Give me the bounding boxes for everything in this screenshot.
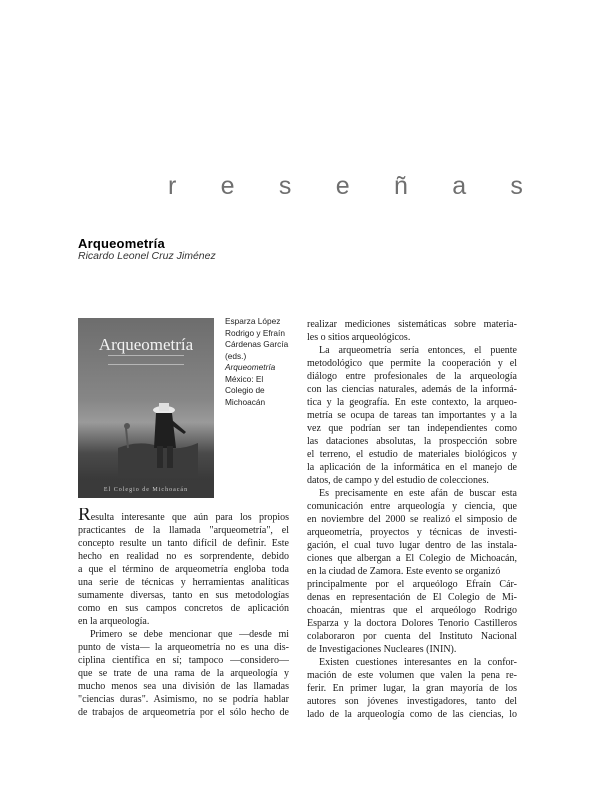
review-title: Arqueometría	[78, 236, 165, 251]
cover-figure-illustration	[118, 388, 198, 478]
body-column-right	[307, 318, 517, 721]
text-line: en la arqueología.	[78, 616, 150, 627]
text-line: de Investigaciones Nucleares (ININ).	[307, 644, 457, 655]
section-title-letter: s	[278, 172, 292, 200]
bibliographic-reference	[225, 316, 289, 408]
text-line: metodológico que permite la cooperación y el	[307, 358, 517, 369]
section-title-letter: r	[168, 172, 177, 200]
text-line	[78, 508, 289, 524]
bibliography-line: Rodrigo y Efraín	[225, 327, 285, 338]
text-line: mación de este volumen que valen la pena re-	[307, 670, 517, 681]
text-line: autores son jóvenes investigadores, tanto del	[307, 696, 517, 707]
text-line: de trabajos de arqueometría por el sólo hecho de	[78, 707, 289, 718]
body-column-left	[78, 508, 289, 719]
text-line: "ciencias duras". Asimismo, no se podría hablar	[78, 694, 289, 705]
text-line: Esparza y la doctora Dolores Tenorio Castilleros	[307, 618, 517, 629]
bibliography-line: Colegio de	[225, 385, 265, 395]
text-line: hecho en realidad no es sorprendente, debido	[78, 551, 289, 562]
bibliography-line: (eds.)	[225, 350, 247, 361]
bibliography-line: Esparza López	[225, 316, 281, 326]
text-line: como en sus campos concretos de aplicación	[78, 603, 289, 614]
section-title-letter: a	[452, 172, 467, 200]
section-title-letter: e	[335, 172, 350, 200]
bibliography-line: Cárdenas García	[225, 339, 289, 349]
text-line: comunicación entre arqueología y ciencia, que	[307, 501, 517, 512]
text-line: Existen cuestiones interesantes en la confor-	[319, 657, 517, 668]
text-line: con las ciencias naturales, además de la informá-	[307, 384, 517, 395]
bibliography-line: Arqueometría	[225, 362, 276, 372]
text-line: tica y la geografía. En este contexto, la arqueo-	[307, 397, 517, 408]
text-line: ferir. En primer lugar, la gran mayoría de los	[307, 683, 517, 694]
bibliography-line: México: El	[225, 373, 264, 384]
text-line: diálogo entre profesionales de la arqueología	[307, 371, 517, 382]
text-line: mucho menos sea una división de las llamadas	[78, 681, 289, 692]
text-line: sumamente diversas, tanto en sus metodologías	[78, 590, 289, 601]
text-line: les o sitios arqueológicos.	[307, 332, 411, 343]
bibliography-line: Michoacán	[225, 396, 266, 407]
book-cover-title: Arqueometría	[98, 335, 194, 354]
text-line: practicantes de la llamada "arqueometría", el	[78, 525, 289, 536]
section-title-letter: e	[220, 172, 235, 200]
text-line: metría se ocupa de tareas tan importantes y a la	[307, 410, 517, 421]
book-cover-footer: El Colegio de Michoacán	[103, 487, 189, 493]
text-line: principalmente por el arqueólogo Efraín Cár-	[307, 579, 517, 590]
review-author: Ricardo Leonel Cruz Jiménez	[78, 250, 216, 262]
drop-cap: R	[78, 508, 91, 524]
text-line: la aplicación de la informática en el manejo de	[307, 462, 517, 473]
text-line: denas en representación de El Colegio de Mi-	[307, 592, 517, 603]
text-line: Primero se debe mencionar que —desde mi	[90, 629, 289, 640]
text-line: concepto resulte un tanto difícil de definir. Este	[78, 538, 289, 549]
text-line-content: esulta interesante que aún para los propios	[90, 512, 289, 523]
text-line: una serie de técnicas y herramientas analíticas	[78, 577, 289, 588]
text-line: ciones que albergan a El Colegio de Michoacán,	[307, 553, 517, 564]
text-line: choacán, mientras que el arqueólogo Rodrigo	[307, 605, 517, 616]
text-line: gación, el cual tuvo lugar dentro de las instala-	[307, 540, 517, 551]
text-line: ciplina científica en sí; tampoco —considero—	[78, 655, 289, 666]
text-line: en la ciudad de Zamora. Este evento se organizó	[307, 566, 501, 577]
text-line: colaboraron por cuenta del Instituto Nacional	[307, 631, 517, 642]
text-line: a que el término de arqueometría engloba toda	[78, 564, 289, 575]
text-line: en noviembre del 2000 se realizó el simposio de	[307, 514, 517, 525]
text-line: realizar mediciones sistemáticas sobre materia-	[307, 319, 517, 330]
text-line: lado de la arqueología como de las ciencias, lo	[307, 709, 517, 720]
text-line: Es precisamente en este afán de buscar esta	[319, 488, 517, 499]
text-line: La arqueometría sería entonces, el puente	[319, 345, 517, 356]
text-line: datos, de campo y del estudio de colecciones.	[307, 475, 489, 486]
text-line: las dataciones absolutas, la prospección sobre	[307, 436, 517, 447]
text-line: vez que podrían ser tan independientes como	[307, 423, 517, 434]
book-cover-image	[78, 318, 214, 498]
text-line: el terreno, el estudio de materiales biológicos y	[307, 449, 517, 460]
text-line: punto de vista— la arqueometría no es una dis-	[78, 642, 289, 653]
section-title-letter: ñ	[393, 172, 408, 200]
text-line: que se trate de una rama de la arqueología y	[78, 668, 289, 679]
text-line: arqueometría, proyectos y técnicas de investi-	[307, 527, 517, 538]
section-title-letter: s	[510, 172, 523, 200]
section-title	[168, 172, 523, 201]
